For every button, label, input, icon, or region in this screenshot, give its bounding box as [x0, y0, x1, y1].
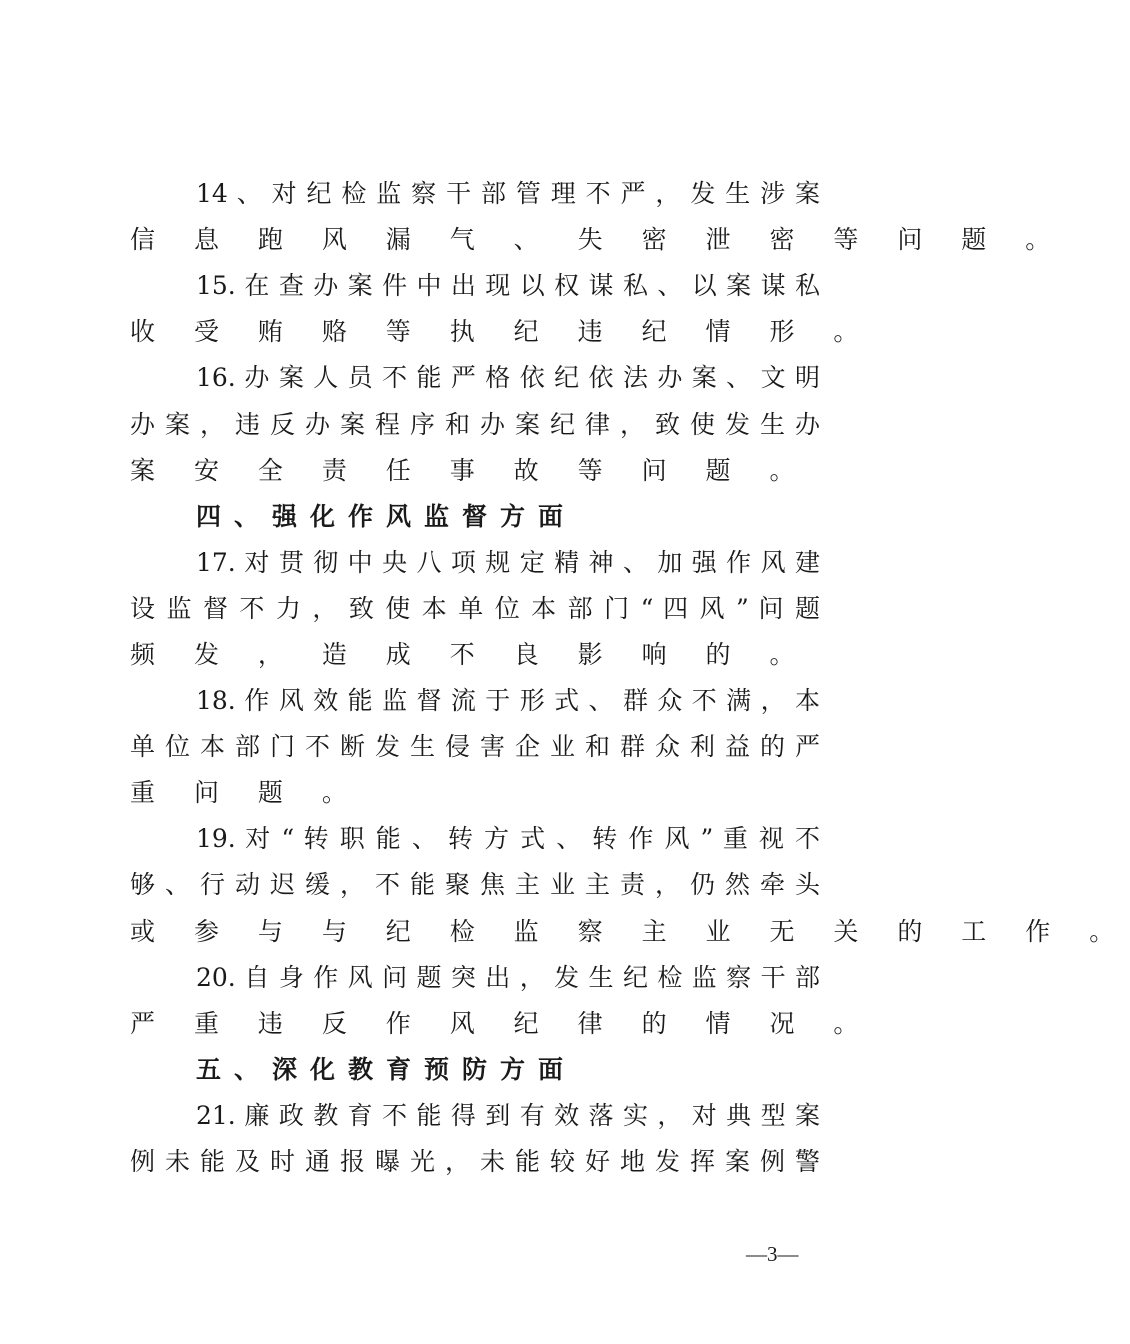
section-heading: 四、强化作风监督方面 [196, 502, 577, 531]
text-line: 14 、 对 纪 检 监 察 干 部 管 理 不 严 ， 发 生 涉 案 [196, 179, 820, 208]
text-line: 20. 自 身 作 风 问 题 突 出 ， 发 生 纪 检 监 察 干 部 [196, 963, 820, 992]
text-line: 严 重 违 反 作 风 纪 律 的 情 况 。 [130, 1009, 874, 1038]
text-line: 17. 对 贯 彻 中 央 八 项 规 定 精 神 、 加 强 作 风 建 [196, 548, 820, 577]
text-line: 19. 对 “ 转 职 能 、 转 方 式 、 转 作 风 ” 重 视 不 [196, 824, 820, 853]
text-line: 21. 廉 政 教 育 不 能 得 到 有 效 落 实 ， 对 典 型 案 [196, 1101, 820, 1130]
text-line: 信 息 跑 风 漏 气 、 失 密 泄 密 等 问 题 。 [130, 225, 1066, 254]
text-line: 16. 办 案 人 员 不 能 严 格 依 纪 依 法 办 案 、 文 明 [196, 363, 820, 392]
section-heading: 五、深化教育预防方面 [196, 1055, 577, 1084]
text-line: 重 问 题 。 [130, 778, 363, 807]
text-line: 案 安 全 责 任 事 故 等 问 题 。 [130, 456, 810, 485]
text-line: 例 未 能 及 时 通 报 曝 光 ， 未 能 较 好 地 发 挥 案 例 警 [130, 1147, 820, 1176]
text-line: 频 发 ， 造 成 不 良 影 响 的 。 [130, 640, 810, 669]
text-line: 或 参 与 与 纪 检 监 察 主 业 无 关 的 工 作 。 [130, 917, 1130, 946]
text-line: 收 受 贿 赂 等 执 纪 违 纪 情 形 。 [130, 317, 874, 346]
text-line: 单 位 本 部 门 不 断 发 生 侵 害 企 业 和 群 众 利 益 的 严 [130, 732, 820, 761]
page-number: —3— [746, 1242, 799, 1266]
text-line: 办 案 ， 违 反 办 案 程 序 和 办 案 纪 律 ， 致 使 发 生 办 [130, 410, 820, 439]
text-line: 设 监 督 不 力 ， 致 使 本 单 位 本 部 门 “ 四 风 ” 问 题 [130, 594, 820, 623]
text-line: 够 、 行 动 迟 缓 ， 不 能 聚 焦 主 业 主 责 ， 仍 然 牵 头 [130, 870, 820, 899]
text-line: 18. 作 风 效 能 监 督 流 于 形 式 、 群 众 不 满 ， 本 [196, 686, 820, 715]
text-line: 15. 在 查 办 案 件 中 出 现 以 权 谋 私 、 以 案 谋 私 [196, 271, 820, 300]
